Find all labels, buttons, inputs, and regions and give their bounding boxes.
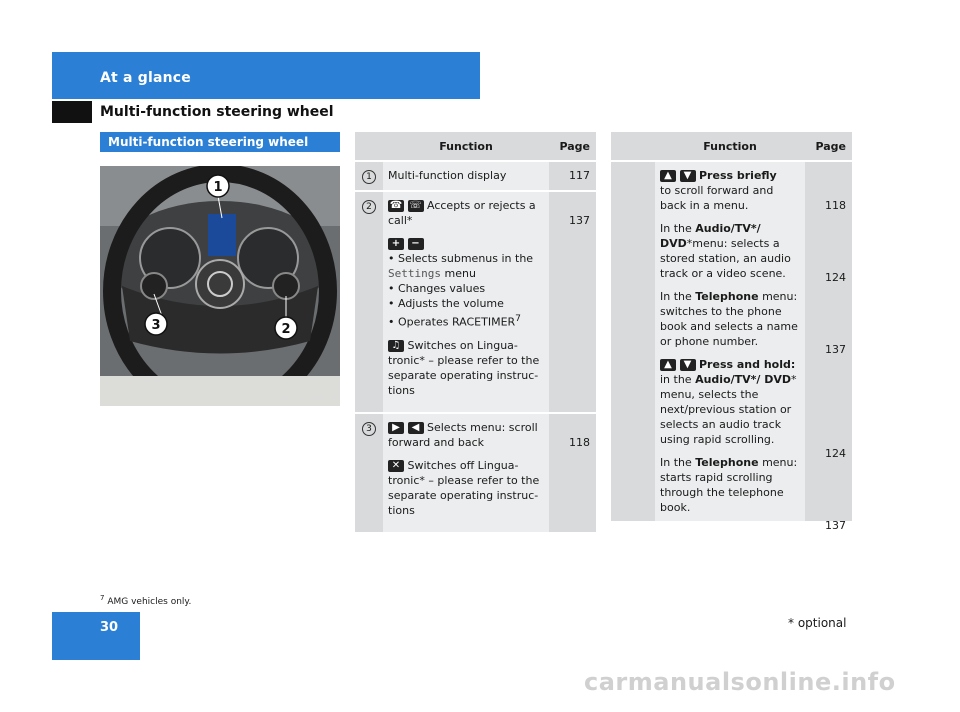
function-text: Switches on Lingua-tronic* – please refer to the separate operating instruc-tions bbox=[388, 338, 540, 397]
function-text: to scroll forward and back in a menu. bbox=[660, 184, 774, 212]
telephone-menu-label: Telephone bbox=[695, 456, 759, 469]
function-table-2 bbox=[611, 132, 852, 532]
table-row bbox=[355, 161, 596, 191]
page-ref: 137 bbox=[825, 519, 846, 532]
page-ref: 117 bbox=[549, 161, 596, 191]
row-number: 2 bbox=[362, 200, 376, 214]
row-number: 3 bbox=[362, 422, 376, 436]
plus-icon: + bbox=[388, 238, 404, 250]
col-page: Page bbox=[805, 132, 852, 161]
chapter-title: At a glance bbox=[100, 70, 191, 86]
down-arrow-icon: ▼ bbox=[680, 170, 696, 182]
page-ref: 118 bbox=[825, 199, 846, 212]
optional-note: * optional bbox=[788, 616, 847, 630]
up-arrow-icon: ▲ bbox=[660, 170, 676, 182]
callout-2-label: 2 bbox=[281, 322, 291, 337]
function-text: Multi-function display bbox=[383, 161, 549, 191]
page-ref: 124 bbox=[825, 271, 846, 284]
text-fragment: in the bbox=[660, 373, 692, 386]
up-arrow-icon: ▲ bbox=[660, 359, 676, 371]
text-fragment: In the bbox=[660, 456, 692, 469]
bullet-item: • Changes values bbox=[388, 282, 486, 295]
figure-code: P46.10-2963-31 bbox=[276, 394, 336, 402]
page-number: 30 bbox=[100, 620, 119, 635]
audio-menu-label: Audio/TV*/ DVD bbox=[660, 222, 761, 250]
minus-icon: − bbox=[408, 238, 424, 250]
page-ref: 124 bbox=[825, 447, 846, 460]
press-briefly-label: Press briefly bbox=[699, 169, 777, 182]
section-title: Multi-function steering wheel bbox=[100, 104, 334, 120]
col-blank bbox=[611, 132, 655, 161]
col-page: Page bbox=[549, 132, 596, 161]
section-marker bbox=[52, 101, 92, 123]
function-text: * menu, selects the next/previous station or selects an audio track using rapid scrolling. bbox=[660, 373, 797, 446]
row-number: 1 bbox=[362, 170, 376, 184]
page-number-box bbox=[52, 612, 140, 660]
bullet-item: • Operates RACETIMER bbox=[388, 315, 516, 329]
audio-menu-label: Audio/TV*/ DVD bbox=[695, 373, 792, 386]
menu-back-icon: ◀ bbox=[408, 422, 424, 434]
steering-wheel-photo bbox=[100, 166, 340, 406]
bullet-item: • Adjusts the volume bbox=[388, 297, 504, 310]
col-function: Function bbox=[383, 132, 549, 161]
function-text: Switches off Lingua-tronic* – please refer to the separate operating instruc-tions bbox=[388, 458, 540, 517]
function-text: menu: switches to the phone book and selects a name or phone number. bbox=[660, 290, 798, 348]
phone-accept-icon: ☎ bbox=[389, 200, 403, 211]
figure-heading: Multi-function steering wheel bbox=[100, 132, 340, 152]
function-text: menu: starts rapid scrolling through the telephone book. bbox=[660, 456, 798, 514]
function-text: Accepts or rejects a call* bbox=[388, 199, 536, 227]
menu-label: menu bbox=[444, 267, 476, 280]
footnote-number: 7 bbox=[100, 594, 105, 602]
phone-reject-icon: ☏ bbox=[409, 200, 422, 211]
settings-label: Settings bbox=[388, 267, 441, 280]
callout-1-label: 1 bbox=[213, 180, 223, 195]
callout-3-label: 3 bbox=[151, 318, 161, 333]
footnote-text: AMG vehicles only. bbox=[107, 597, 192, 607]
voice-off-icon: ✕ bbox=[388, 460, 404, 472]
text-fragment: In the bbox=[660, 222, 692, 235]
function-text: Selects menu: scroll forward and back bbox=[388, 420, 538, 449]
footnote bbox=[100, 594, 191, 607]
page-ref: 118 bbox=[569, 435, 590, 449]
function-text: *menu: selects a stored station, an audio track or a video scene. bbox=[660, 237, 791, 280]
telephone-menu-label: Telephone bbox=[695, 290, 759, 303]
steering-wheel-illustration bbox=[100, 166, 340, 406]
page-ref: 137 bbox=[569, 214, 590, 227]
page-ref: 137 bbox=[825, 343, 846, 356]
down-arrow-icon: ▼ bbox=[680, 359, 696, 371]
press-hold-label: Press and hold: bbox=[699, 358, 796, 371]
watermark: carmanualsonline.info bbox=[584, 668, 896, 696]
bullet-intro: • Selects submenus in the bbox=[388, 252, 534, 265]
function-table-1 bbox=[355, 132, 596, 532]
table-row bbox=[355, 413, 596, 532]
col-function: Function bbox=[655, 132, 805, 161]
menu-forward-icon: ▶ bbox=[388, 422, 404, 434]
text-fragment: In the bbox=[660, 290, 692, 303]
table-row bbox=[611, 161, 852, 521]
voice-on-icon: ♫ bbox=[388, 340, 404, 352]
table-row bbox=[355, 191, 596, 413]
footnote-ref: 7 bbox=[515, 313, 521, 324]
col-blank bbox=[355, 132, 383, 161]
